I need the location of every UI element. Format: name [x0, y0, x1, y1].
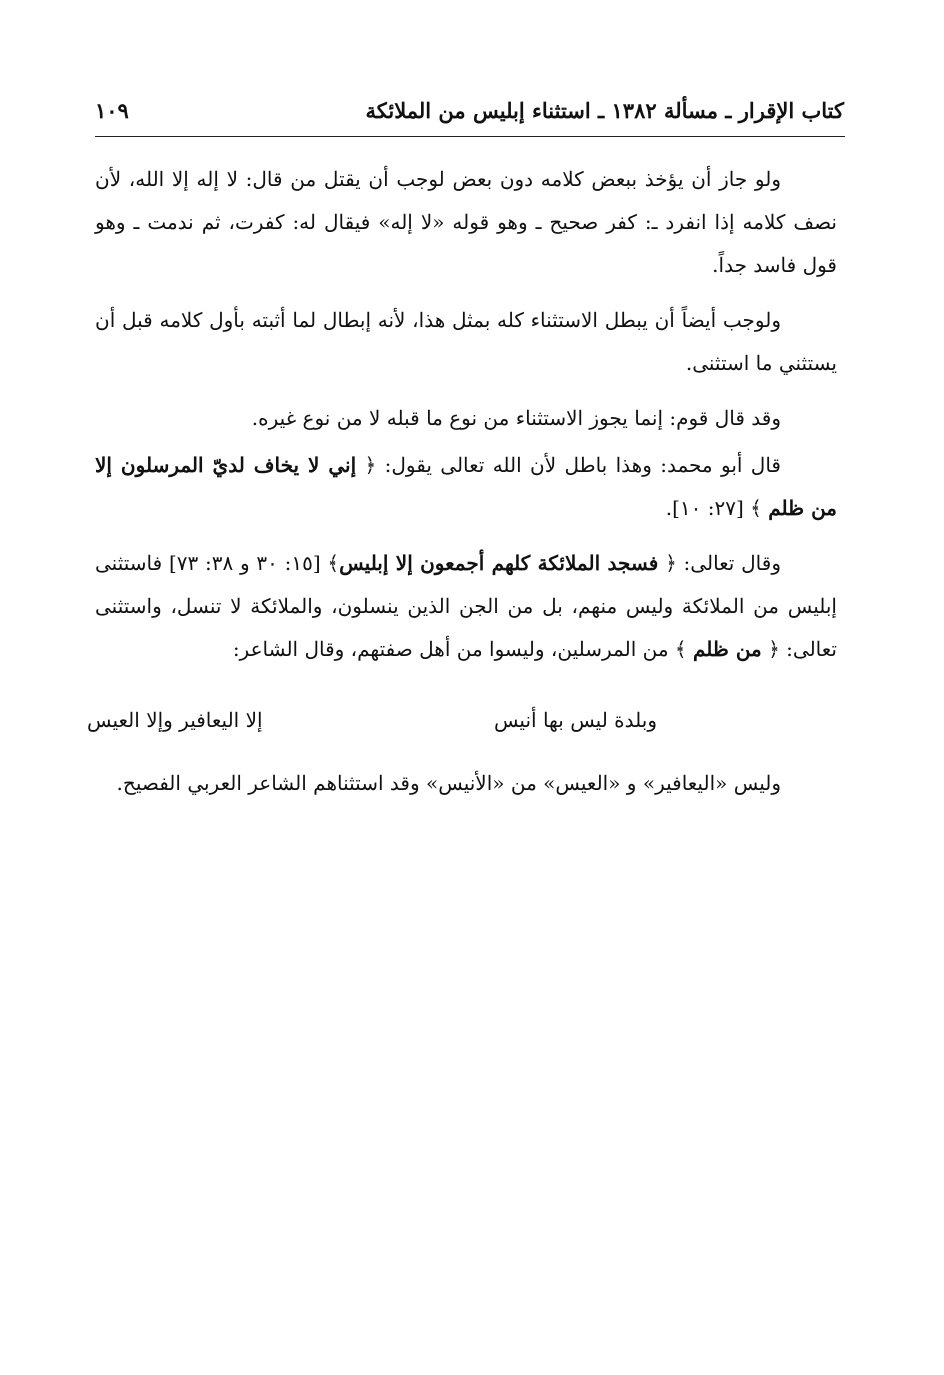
paragraph-5 [95, 542, 837, 671]
quran-quote-1: إني لا يخاف لديّ المرسلون إلا من ظلم [95, 453, 837, 520]
paragraph-3: وقد قال قوم: إنما يجوز الاستثناء من نوع ما قبله لا من نوع غيره. [251, 406, 781, 430]
paragraph-5-text-c: ﴾ من المرسلين، وليسوا من أهل صفتهم، وقال الشاعر: [232, 637, 693, 661]
page-body [87, 158, 837, 805]
header-rule [95, 136, 845, 137]
paragraph-5-text-b: ﴾ [١٥: ٣٠ و ٣٨: ٧٣] فاستثنى إبليس من الملائكة وليس منهم، بل من الجن الذين ينسلون، والملائكة لا تنسل، واستثنى تعالى: ﴿ [95, 551, 837, 661]
quran-quote-3: من ظلم [693, 637, 762, 661]
page-number: ١٠٩ [95, 97, 129, 123]
verse-hemistich-2: إلا اليعافير وإلا العيس [87, 708, 263, 732]
quran-quote-2: فسجد الملائكة كلهم أجمعون إلا إبليس [339, 551, 659, 575]
poetry-verse [87, 699, 657, 742]
paragraph-1: ولو جاز أن يؤخذ ببعض كلامه دون بعض لوجب أن يقتل من قال: لا إله إلا الله، لأن نصف كلامه إذا انفرد ـ: كفر صحيح ـ وهو قوله «لا إله» فيقال له: كفرت، ثم ندمت ـ وهو قول فاسد جداً. [95, 167, 837, 277]
verse-hemistich-1: وبلدة ليس بها أنيس [493, 708, 657, 732]
paragraph-4 [95, 444, 837, 530]
paragraph-2: ولوجب أيضاً أن يبطل الاستثناء كله بمثل هذا، لأنه إبطال لما أثبته بأول كلامه قبل أن يستثني ما استثنى. [95, 308, 837, 375]
closing-paragraph: وليس «اليعافير» و «العيس» من «الأنيس» وقد استثناهم الشاعر العربي الفصيح. [116, 771, 781, 795]
paragraph-4-text-b: ﴾ [٢٧: ١٠]. [665, 496, 769, 520]
paragraph-4-text-a: قال أبو محمد: وهذا باطل لأن الله تعالى يقول: ﴿ [356, 453, 781, 477]
running-title: كتاب الإقرار ـ مسألة ١٣٨٢ ـ استثناء إبليس من الملائكة [365, 97, 844, 123]
page-header [95, 90, 844, 130]
paragraph-5-text-a: وقال تعالى: ﴿ [658, 551, 781, 575]
